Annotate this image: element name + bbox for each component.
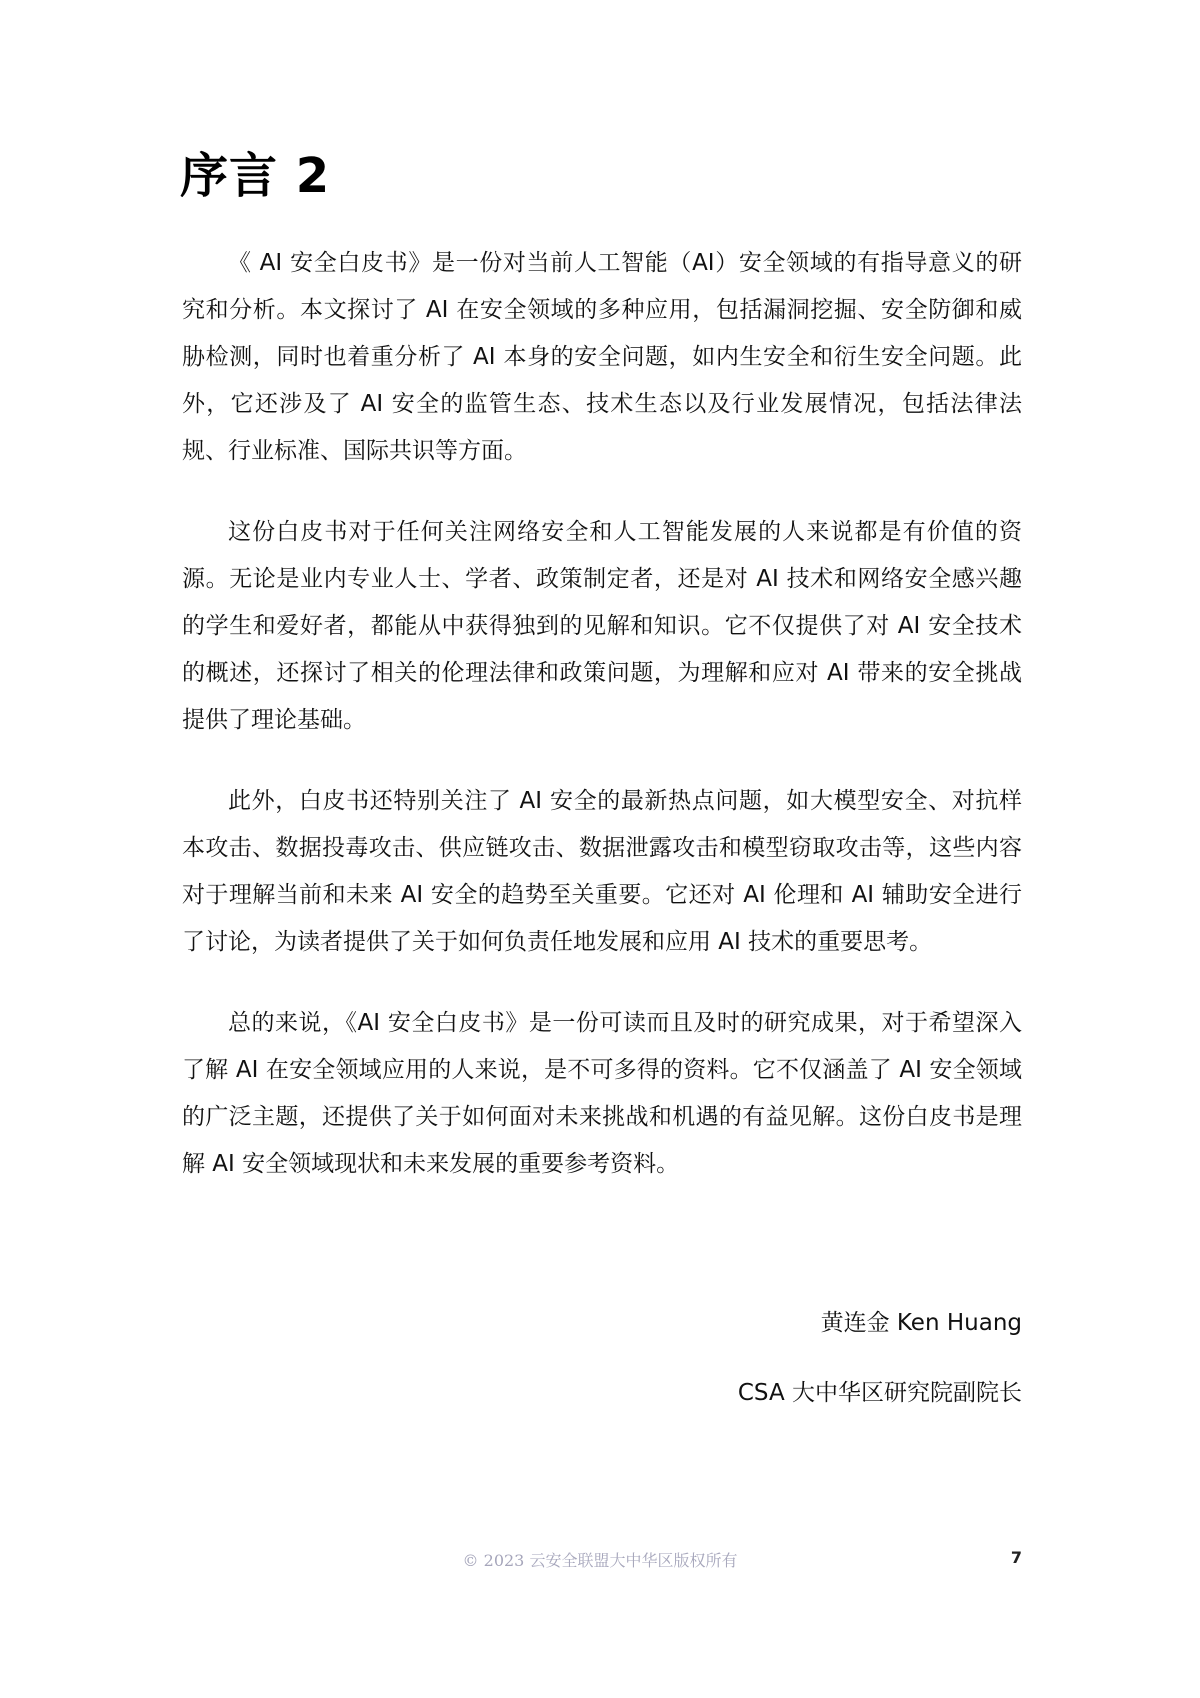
signature-position: CSA 大中华区研究院副院长	[737, 1380, 1022, 1406]
paragraph-4: 总的来说，《AI 安全白皮书》是一份可读而且及时的研究成果，对于希望深入了解 AI 在安全领域应用的人来说，是不可多得的资料。它不仅涵盖了 AI 安全领域的广泛主题，还提供了关于如何面对未来挑战和机遇的有益见解。这份白皮书是理解 AI 安全领域现状和未来发展的重要参考资料。	[182, 1010, 1022, 1177]
paragraph-3: 此外，白皮书还特别关注了 AI 安全的最新热点问题，如大模型安全、对抗样本攻击、数据投毒攻击、供应链攻击、数据泄露攻击和模型窃取攻击等，这些内容对于理解当前和未来 AI 安全的趋势至关重要。它还对 AI 伦理和 AI 辅助安全进行了讨论，为读者提供了关于如何负责任地发展和应用 AI 技术的重要思考。	[182, 788, 1022, 955]
page-number: 7	[1010, 1548, 1022, 1567]
body-text	[182, 240, 1022, 1222]
page-footer	[0, 1548, 1200, 1578]
copyright-notice: © 2023 云安全联盟大中华区版权所有	[462, 1551, 738, 1570]
page-title: 序言 2	[180, 148, 331, 204]
signature-name: 黄连金 Ken Huang	[820, 1310, 1022, 1336]
paragraph-1: 《 AI 安全白皮书》是一份对当前人工智能（AI）安全领域的有指导意义的研究和分析。本文探讨了 AI 在安全领域的多种应用，包括漏洞挖掘、安全防御和威胁检测，同时也着重分析了 AI 本身的安全问题，如内生安全和衍生安全问题。此外，它还涉及了 AI 安全的监管生态、技术生态以及行业发展情况，包括法律法规、行业标准、国际共识等方面。	[182, 250, 1022, 464]
paragraph-2: 这份白皮书对于任何关注网络安全和人工智能发展的人来说都是有价值的资源。无论是业内专业人士、学者、政策制定者，还是对 AI 技术和网络安全感兴趣的学生和爱好者，都能从中获得独到的见解和知识。它不仅提供了对 AI 安全技术的概述，还探讨了相关的伦理法律和政策问题，为理解和应对 AI 带来的安全挑战提供了理论基础。	[182, 519, 1022, 733]
